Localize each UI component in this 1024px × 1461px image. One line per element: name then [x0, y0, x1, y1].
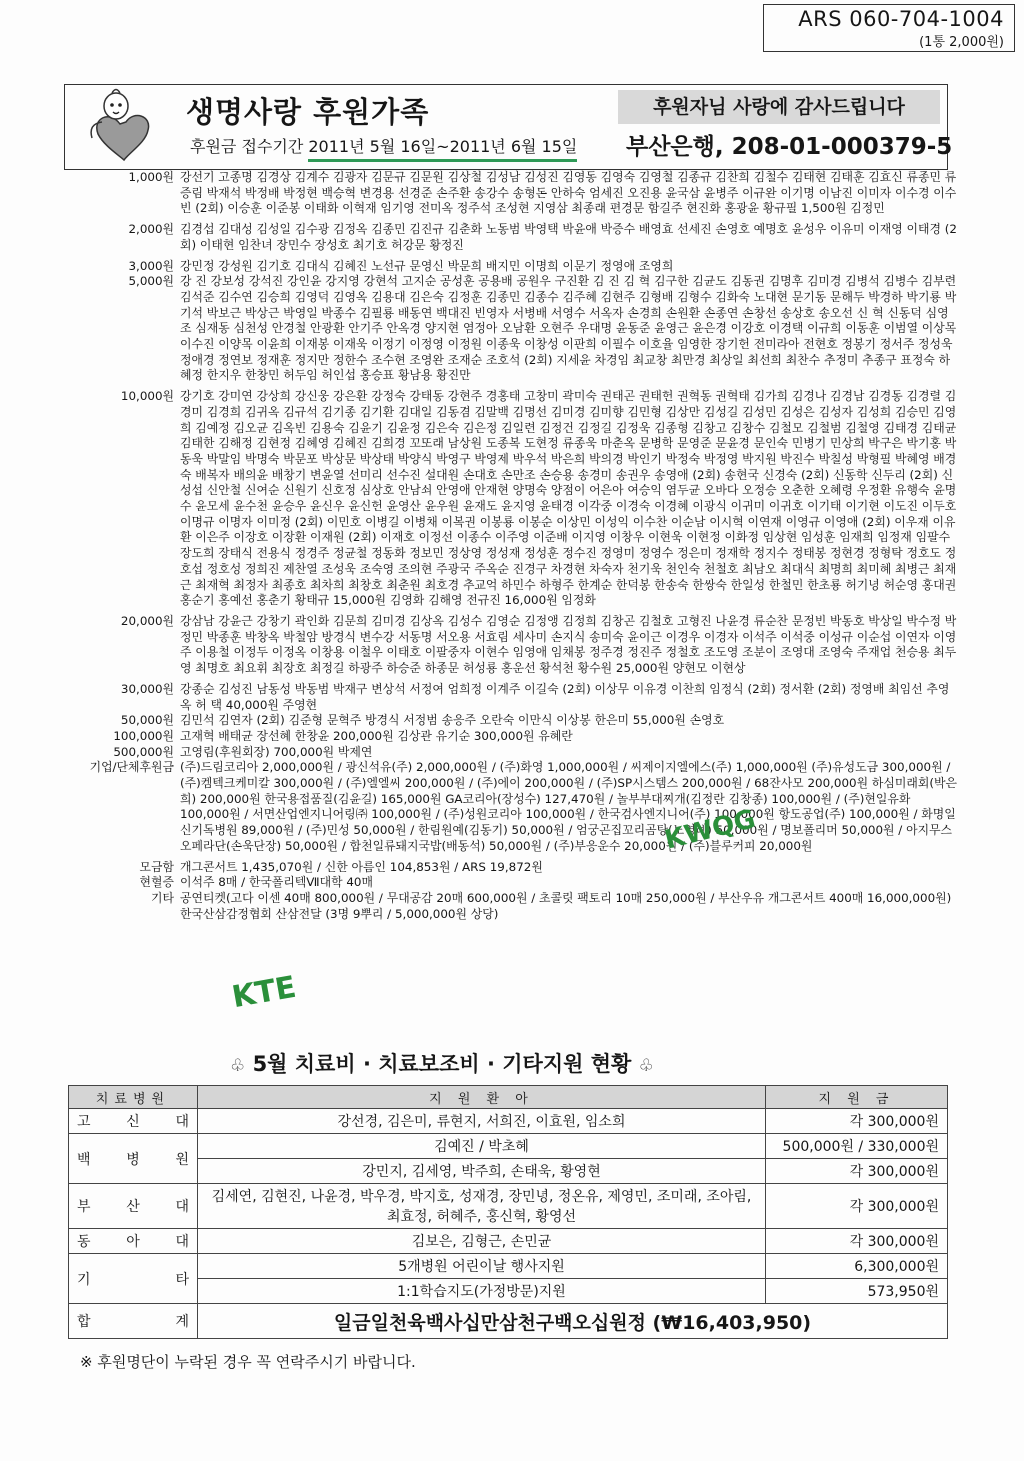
- donor-names: 강종순 김성진 남동성 박동범 박재구 변상석 서정여 엄희정 이계주 이길숙 (2회) 이상무 이유경 이찬희 임정식 (2회) 정서환 (2회) 정영배 최임선 추영옥 허 택 40,000원 주영현: [180, 681, 950, 712]
- donor-names: 김민석 김연자 (2회) 김준형 문혁주 방경식 서정범 송응주 오란숙 이만식 이상봉 한은미 55,000원 손영호: [180, 713, 725, 728]
- total-amount: 일금일천육백사십만삼천구백오십원정 (₩16,403,950): [198, 1304, 948, 1339]
- thanks-banner: 후원자님 사랑에 감사드립니다: [618, 90, 940, 124]
- recipients-cell: 강민지, 김세영, 박주희, 손태욱, 황영현: [198, 1159, 766, 1184]
- ars-box: [763, 4, 1015, 52]
- hospital-cell: 부 산 대: [69, 1184, 198, 1229]
- donor-names: 개그콘서트 1,435,070원 / 신한 아름인 104,853원 / ARS 19,872원: [180, 859, 543, 874]
- donor-names: 강민정 강성원 김기호 김대식 김혜진 노선규 문영신 박문희 배지민 이명희 이문기 정영애 조영희: [180, 258, 674, 273]
- donor-names: 이석주 8매 / 한국폴리텍Ⅶ대학 40매: [180, 875, 373, 890]
- table-row: [69, 1109, 948, 1134]
- amount-cell: 각 300,000원: [766, 1184, 948, 1229]
- donor-row: [60, 891, 960, 922]
- ars-fee: (1통 2,000원): [919, 35, 1004, 50]
- period-dates: 2011년 5월 16일~2011년 6월 15일: [308, 137, 577, 162]
- donor-row: [60, 860, 960, 876]
- donor-names: 김경섭 김대성 김성일 김수광 김정옥 김종민 김진규 김춘화 노동범 박영택 박윤애 박증수 배영효 선세진 손영호 예명호 윤성우 이유미 이재영 이태경 (2회) 이태현 임찬녀 장민수 장성호 최기호 허강문 황정진: [180, 222, 957, 252]
- total-label: 합 계: [69, 1304, 198, 1339]
- donor-row: [60, 389, 960, 609]
- table-header-row: [69, 1086, 948, 1109]
- table-row: [69, 1229, 948, 1254]
- donor-amount: 3,000원: [128, 258, 174, 273]
- collection-period: [190, 134, 577, 157]
- donor-row: [60, 713, 960, 729]
- donor-amount: 500,000원: [113, 744, 174, 759]
- donor-row: [60, 729, 960, 745]
- donor-amount: 1,000원: [128, 170, 174, 184]
- bank-account: 부산은행, 208-01-000379-5: [626, 134, 953, 160]
- col-amount: 지 원 금: [766, 1086, 948, 1109]
- donor-names: 강선기 고종명 김경상 김계수 김광자 김문규 김문원 김상철 김성남 김성진 김영동 김영숙 김영철 김종규 김찬희 김철수 김태현 김태훈 김효신 류종민 류증림 박재석 박정배 박정현 백승혁 변경용 선경준 손주환 송강수 송형돈 안하숙 엄세진 오진용 윤국삼 윤병주 이규완 이기명 이남진 이미자 이수경 이수빈 (2회) 이승훈 이준봉 이태화 이혁재 임기영 전미옥 정주석 조성현 지영삼 최종래 편경문 함길주 현진화 홍광윤 황규필 1,500원 김정민: [180, 170, 957, 216]
- donor-amount: 100,000원: [113, 728, 174, 743]
- donor-names: 강삼남 강윤근 강창기 곽인화 김문희 김미경 김상옥 김성수 김영순 김정앵 김정희 김창곤 김철호 고형진 나윤경 류순찬 문정빈 박동호 박상일 박수정 박정민 박종훈 박창옥 박철암 방경식 변수강 서동명 서오용 서효림 세사미 손지식 송미숙 윤이근 이경우 이경자 이석주 이석중 이성규 이순섭 이연자 이영주 이용철 이정두 이정옥 이창용 이철우 이태호 이팔중자 이현수 임영애 임채봉 정주경 정진주 정철호 조도영 조분이 조영대 조영숙 주재업 천승용 최두영 최명호 최요휘 최장호 최정길 하광주 하승준 하종문 허성룡 홍운선 황석천 황수원 25,000원 양현모 이현상: [180, 613, 957, 676]
- footer-note: ※ 후원명단이 누락된 경우 꼭 연락주시기 바랍니다.: [80, 1353, 416, 1371]
- donor-row: [60, 682, 960, 713]
- table-row: [69, 1254, 948, 1279]
- donor-amount: 10,000원: [120, 389, 174, 404]
- donor-amount: 현혈증: [139, 875, 174, 890]
- recipients-cell: 김보은, 김형근, 손민균: [198, 1229, 766, 1254]
- amount-cell: 6,300,000원: [766, 1254, 948, 1279]
- support-title-text: 5월 치료비 · 치료보조비 · 기타지원 현황: [252, 1052, 632, 1076]
- amount-cell: 각 300,000원: [766, 1109, 948, 1134]
- handwritten-note-top: KWQG: [661, 804, 759, 856]
- donor-row: [60, 170, 960, 217]
- ornament-left-icon: ♧: [230, 1056, 246, 1076]
- col-hospital: 치료병원: [69, 1086, 198, 1109]
- recipients-cell: 김세연, 김현진, 나윤경, 박우경, 박지호, 성재경, 장민녕, 정온유, 제영민, 조미래, 조아림, 최효정, 허혜주, 홍신혁, 황영선: [198, 1184, 766, 1229]
- handwritten-note-bottom: KTE: [229, 969, 299, 1016]
- donor-list: [60, 170, 960, 922]
- donor-row: [60, 760, 960, 854]
- donor-amount: 30,000원: [120, 681, 174, 696]
- donor-names: 고재혁 배태균 장선혜 한창윤 200,000원 김상관 유기순 300,000원 유혜란: [180, 728, 573, 743]
- donor-amount: 기타: [151, 890, 174, 905]
- page-title: 생명사랑 후원가족: [186, 95, 430, 129]
- table-row: [69, 1279, 948, 1304]
- donor-amount: 50,000원: [120, 713, 174, 728]
- donor-row: [60, 222, 960, 253]
- donor-amount: 5,000원: [128, 274, 174, 289]
- donor-row: [60, 274, 960, 384]
- recipients-cell: 강선경, 김은미, 류현지, 서희진, 이효원, 임소희: [198, 1109, 766, 1134]
- support-section-title: [230, 1048, 654, 1078]
- ars-number: ARS 060-704-1004: [798, 7, 1004, 31]
- recipients-cell: 5개병원 어린이날 행사지원: [198, 1254, 766, 1279]
- donor-names: 강기호 강미연 강상희 강신웅 강은환 강정숙 강태동 강현주 경홍태 고창미 곽미숙 권태곤 권태헌 권혁동 권혁태 김가희 김경나 김경남 김경동 김경렬 김경미 김경희 김귀옥 김규석 김기종 김기환 김대일 김동겸 김말백 김명선 김미경 김미향 김민형 김상만 김성길 김성민 김성은 김성자 김성희 김승민 김영희 김예정 김오균 김옥빈 김용숙 김윤기 김윤정 김은숙 김은정 김일련 김정건 김정길 김정욱 김종형 김창고 김창수 김철모 김철범 김철영 김태경 김태균 김태한 김해정 김현정 김혜영 김혜진 김희경 꼬또래 남상원 도종복 도현정 류종욱 마춘옥 문병학 문영준 문윤경 문인숙 민병기 민상희 박구은 박기홍 박동욱 박말임 박명숙 박문포 박상문 박상태 박양식 박영구 박영제 박우석 박은희 박의경 박인기 박정숙 박정영 박지원 박진수 박칠성 박형필 박혜영 배경숙 배복자 배의윤 배창기 변윤열 선미리 선수진 설대원 손대호 손만조 손승용 송경미 송권우 송영애 (2회) 송현국 신경숙 (2회) 신동학 신두리 (2회) 신성섭 신안철 신여순 신원기 신호정 심상호 안남쇠 안영애 안재현 양명숙 양점이 어은아 여승익 염두균 오바다 오정승 오춘한 오혜령 우정환 유행숙 윤명수 윤모세 윤수천 윤승우 윤신우 윤신헌 윤영산 윤우원 윤재도 윤지영 윤태경 이각중 이경숙 이경혜 이광식 이귀미 이귀호 이기태 이기현 이도진 이두호 이명규 이명자 이미정 (2회) 이민호 이병길 이병채 이복권 이봉룡 이봉순 이상민 이성익 이수찬 이순남 이시혁 이연재 이영규 이영애 (2회) 이우재 이유환 이은주 이장호 이장환 이재원 (2회) 이재호 이정선 이종수 이주영 이준배 이지영 이창우 이현욱 이현정 이화정 임상현 임성훈 임재희 임정재 임팔수 장도희 장태식 전용식 정경주 정균철 정동화 정보민 정상영 정성재 정성훈 정수진 정영미 정영수 정은미 정재학 정지수 정태봉 정현경 정형탁 정호도 정호섭 정호성 정희진 제찬열 조성욱 조숙영 조의현 주광국 주옥순 진경구 차경현 차숙자 천기욱 천인숙 천철호 최남오 최대식 최명희 최미혜 최병근 최재근 최재혁 최정자 최종호 최차희 최창호 최춘원 최호경 추교억 하민수 하형주 한계순 한덕봉 한송숙 한쌍숙 한일성 한철민 한초룡 허기녕 허순영 홍대권 홍순기 홍예선 홍춘기 황태규 15,000원 김영화 김해영 전규진 16,000원 임정화: [180, 389, 957, 608]
- hospital-cell: 동 아 대: [69, 1229, 198, 1254]
- table-row: [69, 1184, 948, 1229]
- donor-amount: 모금함: [139, 859, 174, 874]
- recipients-cell: 김예진 / 박초혜: [198, 1134, 766, 1159]
- donor-row: [60, 745, 960, 761]
- total-row: [69, 1304, 948, 1339]
- donor-amount: 2,000원: [128, 222, 174, 237]
- donor-names: 강 진 강보성 강석진 강인윤 강지영 강현석 고지순 공성훈 공용배 공원우 구진환 김 진 김 혁 김구한 김균도 김동권 김명후 김미경 김병석 김병수 김부련 김석준 김수연 김승희 김영덕 김영옥 김용대 김은숙 김정훈 김종민 김종수 김주혜 김현주 김형배 김형수 김화숙 노대현 문기동 문해두 박경하 박기룡 박기석 박보근 박상근 박영일 박종수 김필룡 배동연 백대진 빈영자 서병배 서영수 서옥자 손경희 손원환 손종연 손창선 송상호 송오선 신 혁 신동덕 심영조 심재동 심천성 안경철 안광환 안기주 안옥경 양지현 염정아 오남환 오현주 우대명 윤동준 윤영근 윤은경 이강호 이경택 이규희 이동훈 이범열 이상목 이수진 이양목 이윤희 이재봉 이재욱 이정기 이정영 이정원 이종욱 이창성 이판희 이필수 이호율 임영한 장기헌 전미라아 전현호 정봉기 정서주 정성욱 정애경 정연보 정재훈 정지만 정한수 조수현 조영완 조재순 조호석 (2회) 지세윤 차경임 최교창 최만경 최상일 최선희 최찬수 추정미 추종구 표정숙 하혜정 한지우 한창민 허두임 허인섭 홍승표 황남용 황진만: [180, 274, 957, 383]
- donor-amount: 기업/단체후원금: [89, 760, 174, 775]
- support-table: [68, 1085, 948, 1339]
- donor-row: [60, 875, 960, 891]
- hospital-cell: 고 신 대: [69, 1109, 198, 1134]
- col-recipients: 지 원 환 아: [198, 1086, 766, 1109]
- donor-row: [60, 614, 960, 677]
- donor-row: [60, 259, 960, 275]
- period-label: 후원금 접수기간: [190, 137, 304, 156]
- hospital-cell: 백 병 원: [69, 1134, 198, 1184]
- donor-names: 고영림(후원회장) 700,000원 박제연: [180, 744, 373, 759]
- hospital-cell: 기 타: [69, 1254, 198, 1304]
- amount-cell: 500,000원 / 330,000원: [766, 1134, 948, 1159]
- amount-cell: 각 300,000원: [766, 1229, 948, 1254]
- table-row: [69, 1159, 948, 1184]
- amount-cell: 각 300,000원: [766, 1159, 948, 1184]
- donor-names: 공연티켓(고다 이센 40매 800,000원 / 무대공감 20매 600,000원 / 초콜릿 팩토리 10매 250,000원 / 부산우유 개그콘서트 400매 16,000,000원) 한국산삼감정협회 산삼전달 (3명 9뿌리 / 5,000,000원 상당): [180, 890, 952, 921]
- recipients-cell: 1:1학습지도(가정방문)지원: [198, 1279, 766, 1304]
- table-row: [69, 1134, 948, 1159]
- amount-cell: 573,950원: [766, 1279, 948, 1304]
- ornament-right-icon: ♧: [638, 1056, 654, 1076]
- donor-amount: 20,000원: [120, 613, 174, 628]
- mascot-heart-icon: [82, 84, 160, 166]
- donor-names: (주)드림코리아 2,000,000원 / 광신석유(주) 2,000,000원 / (주)화영 1,000,000원 / 씨제이지엘에스(주) 1,000,000원 (주)유성도금 300,000원 / (주)켐텍크케미칼 300,000원 / (주)엘엘씨 200,000원 / (주)에이 200,000원 / (주)SP시스템스 200,000원 / 68잔사모 200,000원 하심미래회(박은희) 200,000원 한국용접품질(김윤길) 165,000원 GA코리아(장성수) 127,470원 / 놀부부대찌개(김정란 김창종) 100,000원 / (주)현일유화 100,000원 / 서면산업엔지니어링㈜ 100,000원 / (주)성원코리아 100,000원 / 한국검사엔지니어(주) 100,000원 항도공업(주) 100,000원 / 화명일신기독병원 89,000원 / (주)민성 50,000원 / 한림원예(김동기) 50,000원 / 엄궁곤집꼬리곰탕(노영례) 50,000원 / 명보폴리머 50,000원 / 아지무스오페라단(손욱단장) 50,000원 / 합천일류돼지국밥(배동석) 50,000원 / (주)부응운수 20,000원 / (주)블루커피 20,000원: [180, 760, 957, 853]
